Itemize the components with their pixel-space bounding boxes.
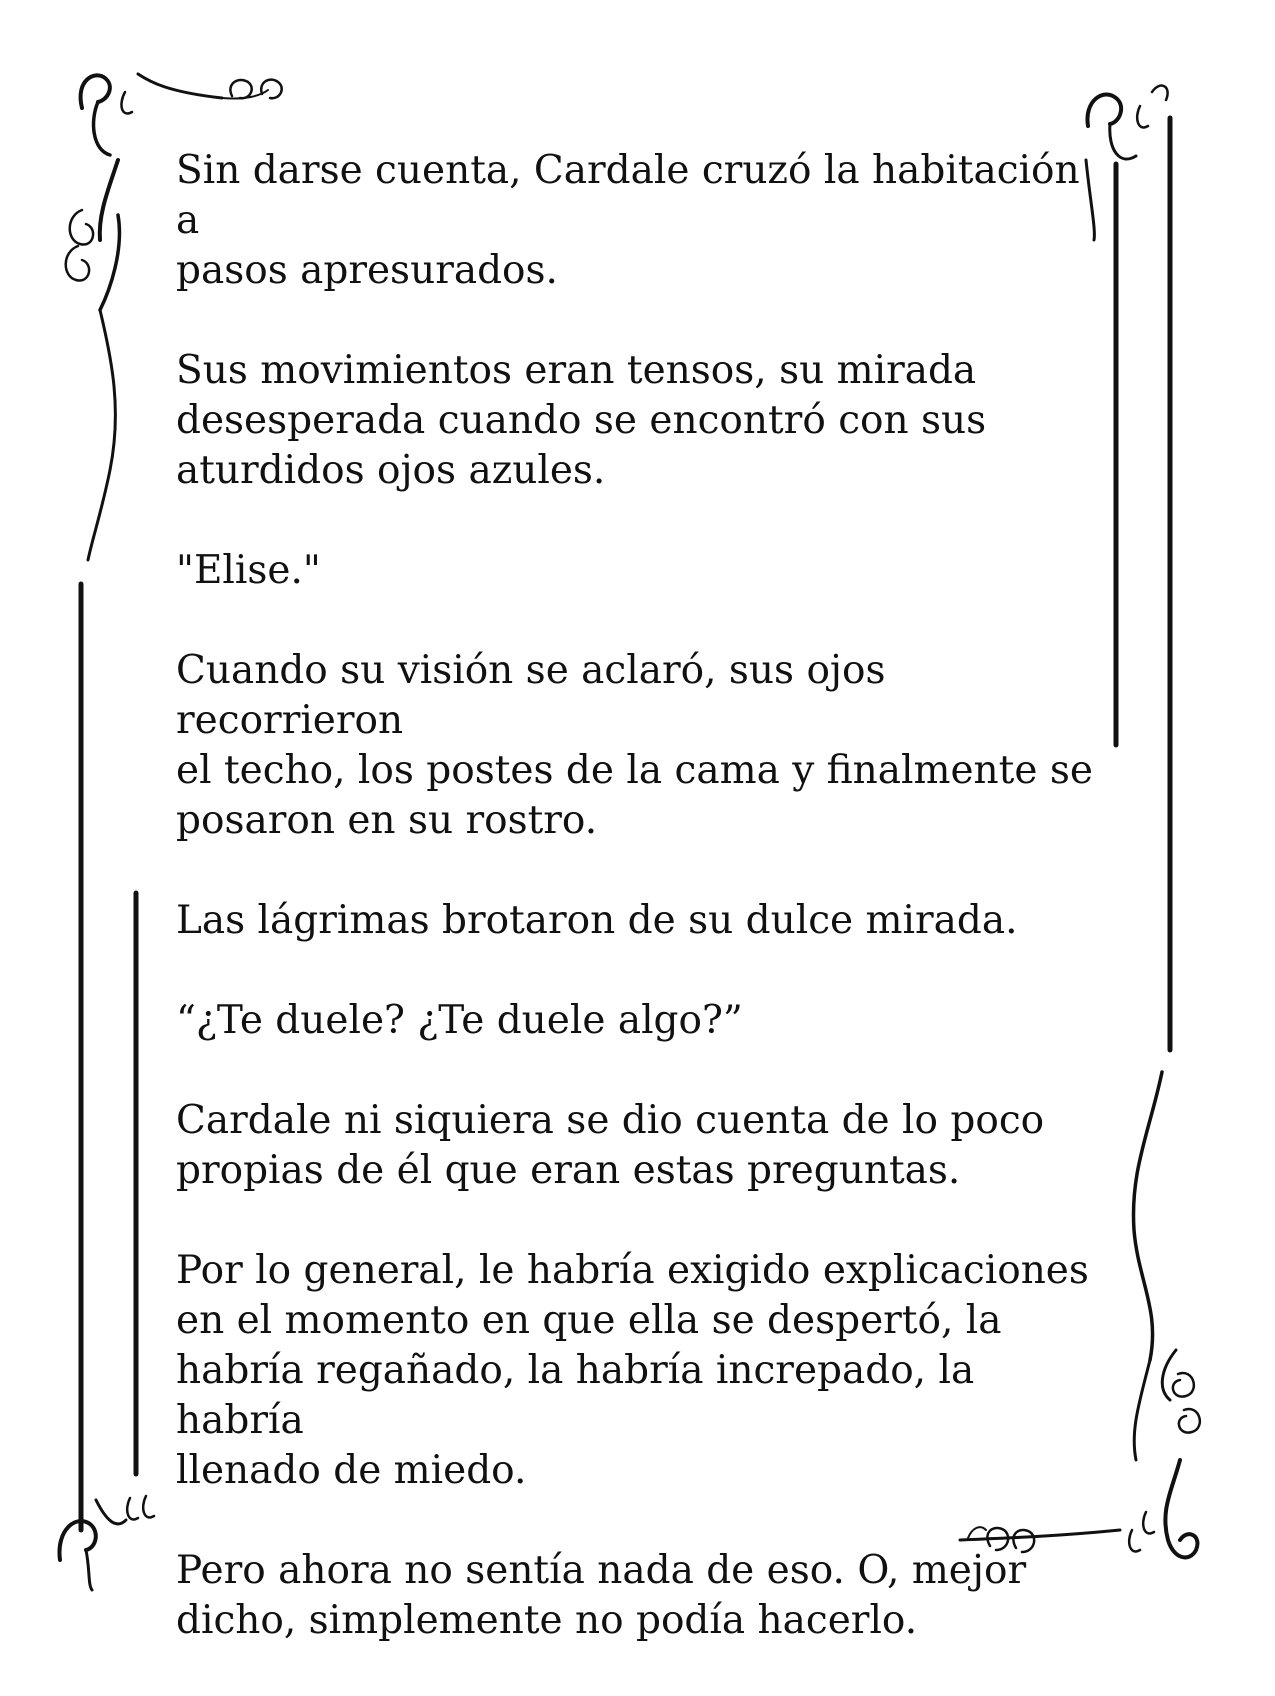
paragraph: Sus movimientos eran tensos, su mirada desesperada cuando se encontró con sus aturdidos ojos azules. (176, 348, 987, 493)
paragraph: "Elise." (176, 548, 321, 593)
paragraph: Sin darse cuenta, Cardale cruzó la habitación a pasos apresurados. (176, 148, 1080, 293)
paragraph: “¿Te duele? ¿Te duele algo?” (176, 998, 743, 1043)
paragraph: Cardale ni siquiera se dio cuenta de lo poco propias de él que eran estas preguntas. (176, 1098, 1045, 1193)
paragraph: Pero ahora no sentía nada de eso. O, mejor dicho, simplemente no podía hacerlo. (176, 1548, 1027, 1643)
paragraph: Cuando su visión se aclaró, sus ojos recorrieron el techo, los postes de la cama y finalmente se posaron en su rostro. (176, 648, 1093, 843)
story-text (176, 146, 1106, 1696)
flourish-ornament-bottom-left (59, 1496, 154, 1590)
paragraph: Las lágrimas brotaron de su dulce mirada. (176, 898, 1018, 943)
paragraph: Por lo general, le habría exigido explicaciones en el momento en que ella se despertó, la habría regañado, la habría increpado, la habría llenado de miedo. (176, 1248, 1089, 1493)
